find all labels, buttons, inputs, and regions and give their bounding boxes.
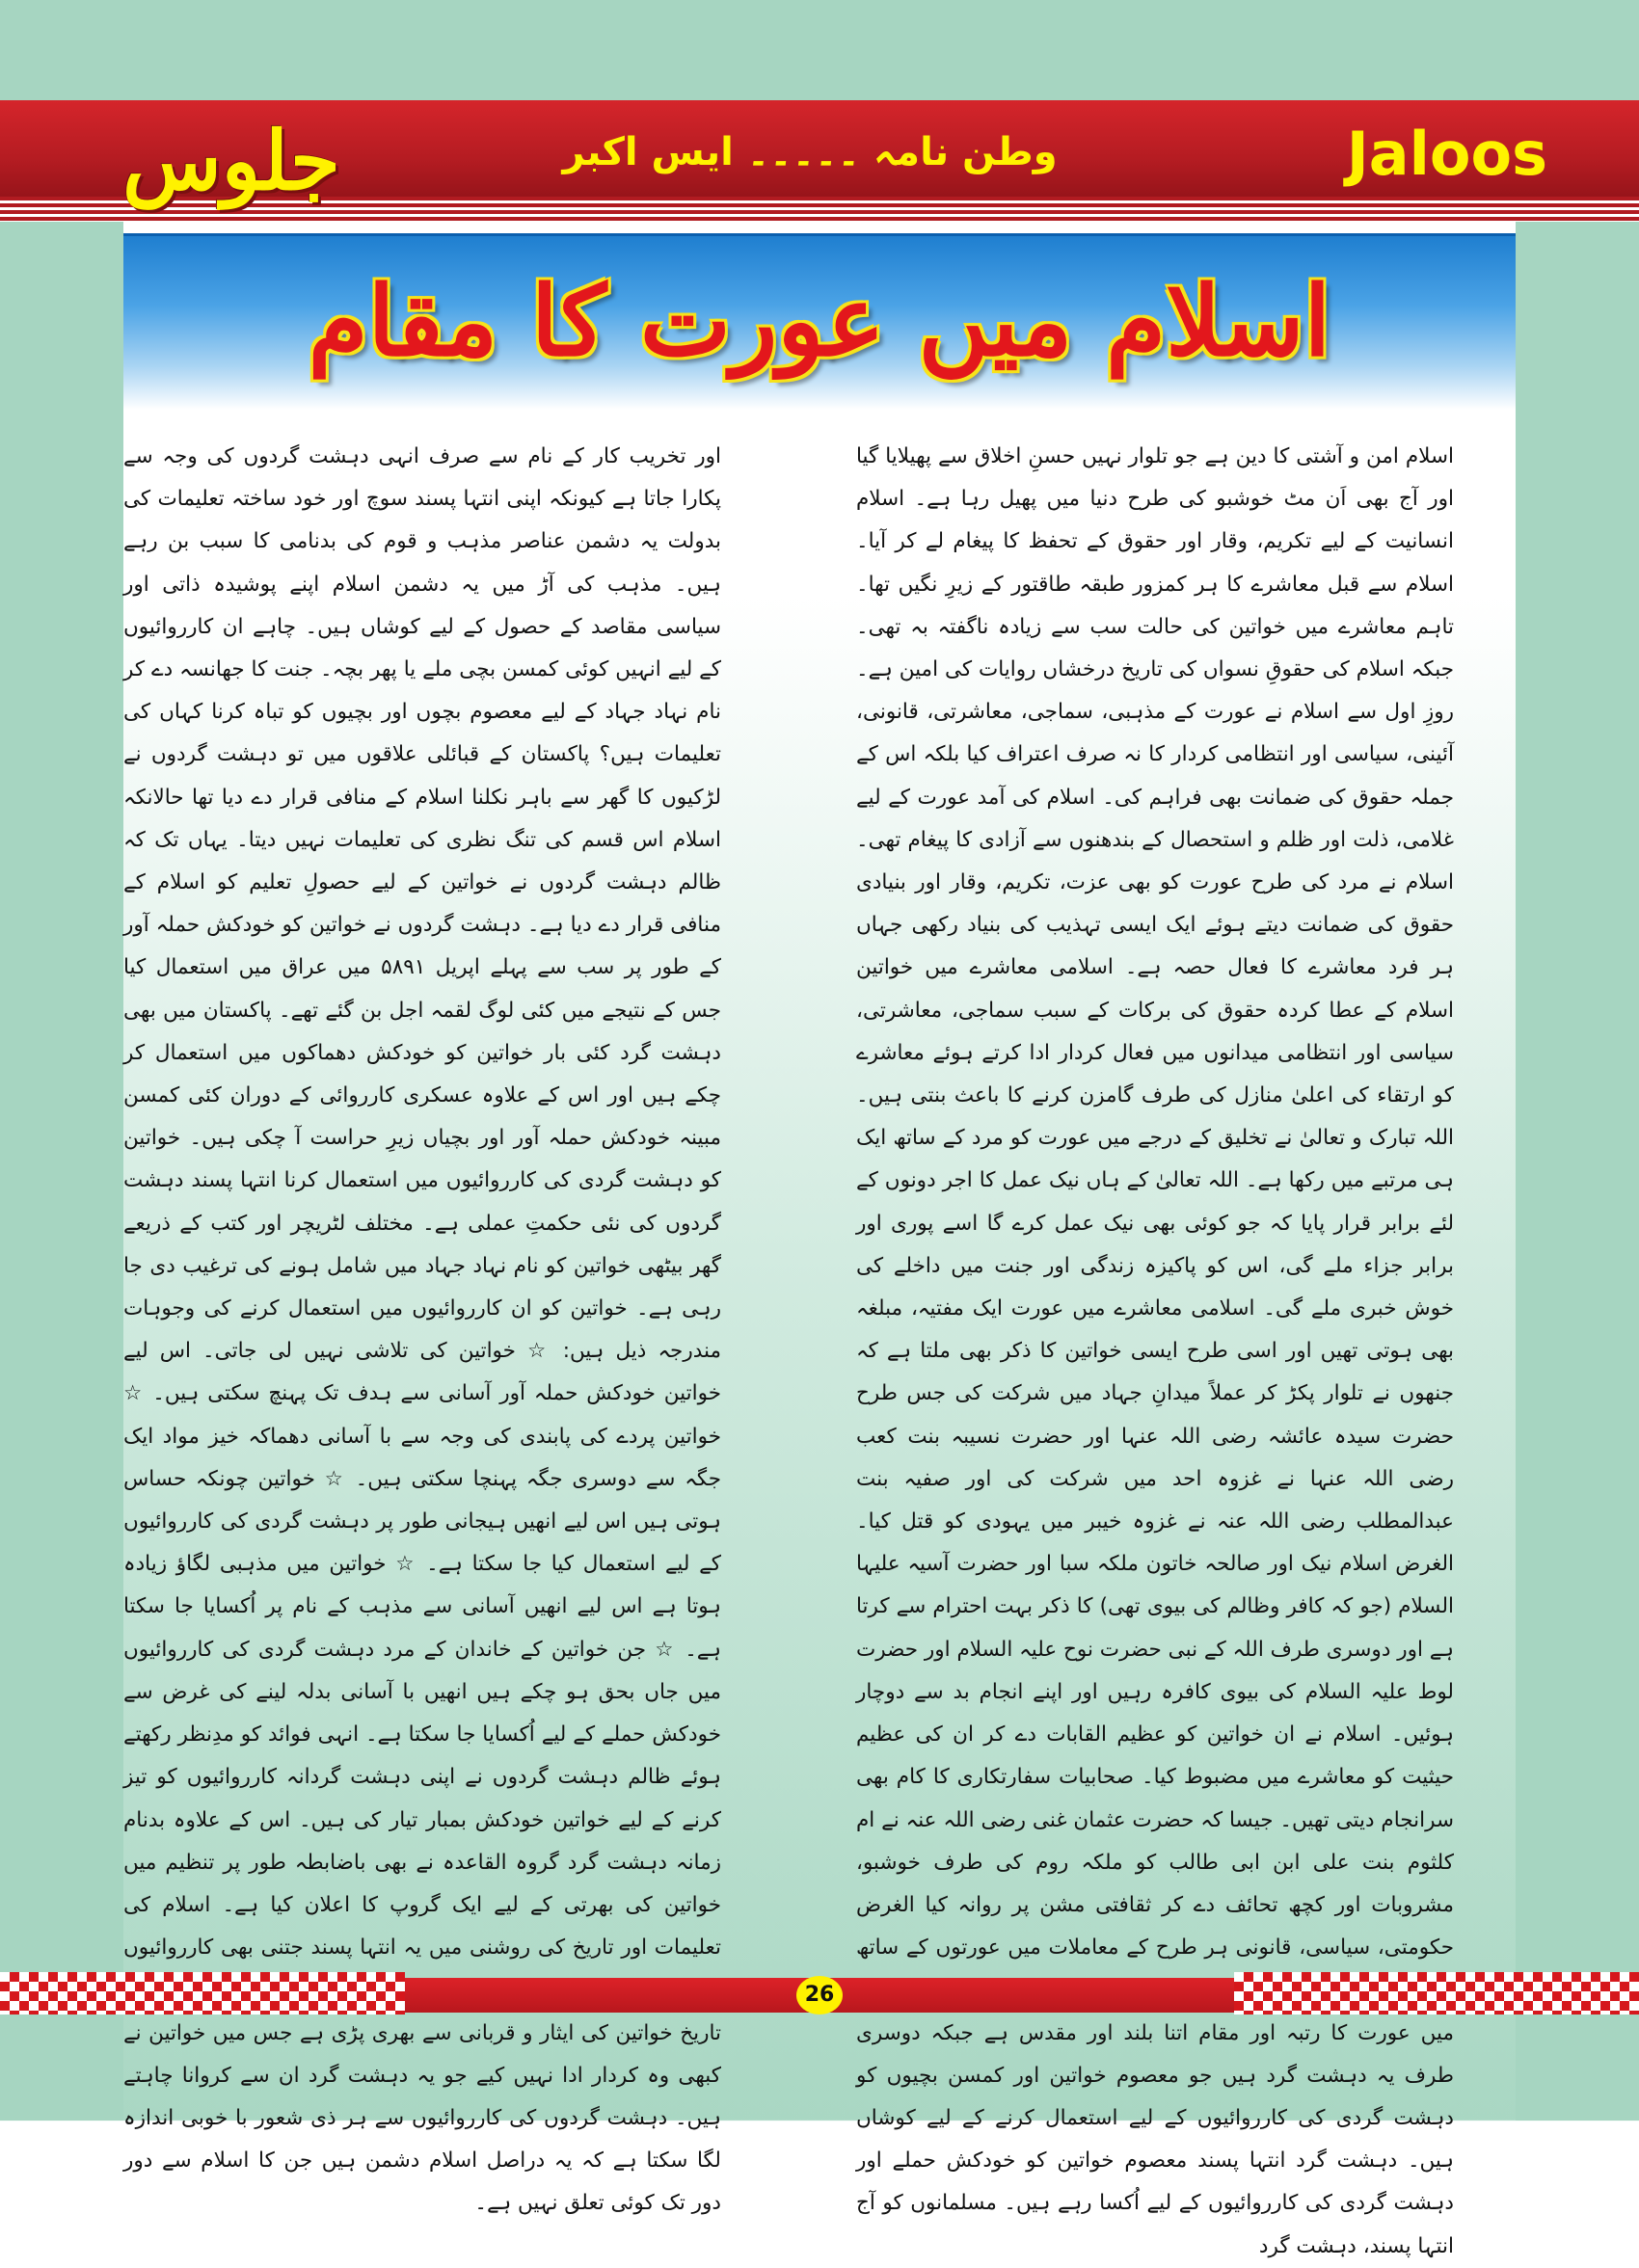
- left-margin: [0, 0, 123, 2121]
- article-paragraph-right: اسلام امن و آشتی کا دین ہے جو تلوار نہیں حسنِ اخلاق سے پھیلایا گیا اور آج بھی اَن مٹ خوشبو کی طرح دنیا میں پھیل رہا ہے۔ اسلام انسانیت کے لیے تکریم، وقار اور حقوق کے تحفظ کا پیغام لے کر آیا۔ اسلام سے قبل معاشرے کا ہر کمزور طبقہ طاقتور کے زیرِ نگیں تھا۔ تاہم معاشرے میں خواتین کی حالت سب سے زیادہ ناگفتہ بہ تھی۔ جبکہ اسلام کی حقوقِ نسواں کی تاریخ درخشاں روایات کی امین ہے۔ روزِ اول سے اسلام نے عورت کے مذہبی، سماجی، معاشرتی، قانونی، آئینی، سیاسی اور انتظامی کردار کا نہ صرف اعتراف کیا بلکہ اس کے جملہ حقوق کی ضمانت بھی فراہم کی۔ اسلام کی آمد عورت کے لیے غلامی، ذلت اور ظلم و استحصال کے بندھنوں سے آزادی کا پیغام تھی۔ اسلام نے مرد کی طرح عورت کو بھی عزت، تکریم، وقار اور بنیادی حقوق کی ضمانت دیتے ہوئے ایک ایسی تہذیب کی بنیاد رکھی جہاں ہر فرد معاشرے کا فعال حصہ ہے۔ اسلامی معاشرے میں خواتین اسلام کے عطا کردہ حقوق کی برکات کے سبب سماجی، معاشرتی، سیاسی اور انتظامی میدانوں میں فعال کردار ادا کرتے ہوئے معاشرے کو ارتقاء کی اعلیٰ منازل کی طرف گامزن کرنے کا باعث بنتی ہیں۔ اللہ تبارک و تعالیٰ نے تخلیق کے درجے میں عورت کو مرد کے ساتھ ایک ہی مرتبے میں رکھا ہے۔ اللہ تعالیٰ کے ہاں نیک عمل کا اجر دونوں کے لئے برابر قرار پایا کہ جو کوئی بھی نیک عمل کرے گا اسے پوری اور برابر جزاء ملے گی، اس کو پاکیزہ زندگی اور جنت میں داخلے کی خوش خبری ملے گی۔ اسلامی معاشرے میں عورت ایک مفتیہ، مبلغہ بھی ہوتی تھیں اور اسی طرح ایسی خواتین کا ذکر بھی ملتا ہے کہ جنھوں نے تلوار پکڑ کر عملاً میدانِ جہاد میں شرکت کی جس طرح حضرت سیدہ عائشہ رضی اللہ عنہا اور حضرت نسیبہ بنت کعب رضی اللہ عنہا نے غزوہ احد میں شرکت کی اور صفیہ بنت عبدالمطلب رضی اللہ عنہ نے غزوہ خیبر میں یہودی کو قتل کیا۔ الغرض اسلام نیک اور صالحہ خاتون ملکہ سبا اور حضرت آسیہ علیہا السلام (جو کہ کافر وظالم کی بیوی تھی) کا ذکر بہت احترام سے کرتا ہے اور دوسری طرف اللہ کے نبی حضرت نوح علیہ السلام اور حضرت لوط علیہ السلام کی بیوی کافرہ رہیں اور اپنے انجام بد سے دوچار ہوئیں۔ اسلام نے ان خواتین کو عظیم القابات دے کر ان کی عظیم حیثیت کو معاشرے میں مضبوط کیا۔ صحابیات سفارتکاری کا کام بھی سرانجام دیتی تھیں۔ جیسا کہ حضرت عثمان غنی رضی اللہ عنہ نے ام کلثوم بنت علی ابن ابی طالب کو ملکہ روم کی طرف خوشبو، مشروبات اور کچھ تحائف دے کر ثقافتی مشن پر روانہ کیا الغرض حکومتی، سیاسی، قانونی ہر طرح کے معاملات میں عورتوں کے ساتھ میں عورت کا رتبہ اور مقام اتنا بلند اور مقدس ہے جبکہ دوسری طرف یہ دہشت گرد ہیں جو معصوم خواتین اور کمسن بچیوں کو دہشت گردی کی کارروائیوں کے لیے استعمال کرنے کے لیے کوشاں ہیں۔ دہشت گرد انتہا پسند معصوم خواتین کو خودکش حملے اور دہشت گردی کی کارروائیوں کے لیے اُکسا رہے ہیں۔ مسلمانوں کو آج انتہا پسند، دہشت گرد: [856, 444, 1454, 2258]
- right-margin: [1516, 0, 1639, 2121]
- article-paragraph-left: اور تخریب کار کے نام سے صرف انہی دہشت گردوں کی وجہ سے پکارا جاتا ہے کیونکہ اپنی انتہا پسند سوچ اور خود ساختہ تعلیمات کی بدولت یہ دشمن عناصر مذہب و قوم کی بدنامی کا سبب بن رہے ہیں۔ مذہب کی آڑ میں یہ دشمن اسلام اپنے پوشیدہ ذاتی اور سیاسی مقاصد کے حصول کے لیے کوشاں ہیں۔ چاہے ان کارروائیوں کے لیے انہیں کوئی کمسن بچی ملے یا پھر بچہ۔ جنت کا جھانسہ دے کر نام نہاد جہاد کے لیے معصوم بچوں اور بچیوں کو تباہ کرنا کہاں کی تعلیمات ہیں؟ پاکستان کے قبائلی علاقوں میں تو دہشت گردوں نے لڑکیوں کا گھر سے باہر نکلنا اسلام کے منافی قرار دے دیا تھا حالانکہ اسلام اس قسم کی تنگ نظری کی تعلیمات نہیں دیتا۔ یہاں تک کہ ظالم دہشت گردوں نے خواتین کے لیے حصولِ تعلیم کو اسلام کے منافی قرار دے دیا ہے۔ دہشت گردوں نے خواتین کو خودکش حملہ آور کے طور پر سب سے پہلے اپریل ۵۸۹۱ میں عراق میں استعمال کیا جس کے نتیجے میں کئی لوگ لقمہ اجل بن گئے تھے۔ پاکستان میں بھی دہشت گرد کئی بار خواتین کو خودکش دھماکوں میں استعمال کر چکے ہیں اور اس کے علاوہ عسکری کارروائی کے دوران کئی کمسن مبینہ خودکش حملہ آور اور بچیاں زیرِ حراست آ چکی ہیں۔ خواتین کو دہشت گردی کی کارروائیوں میں استعمال کرنا انتہا پسند دہشت گردوں کی نئی حکمتِ عملی ہے۔ مختلف لٹریچر اور کتب کے ذریعے گھر بیٹھی خواتین کو نام نہاد جہاد میں شامل ہونے کی ترغیب دی جا رہی ہے۔ خواتین کو ان کارروائیوں میں استعمال کرنے کی وجوہات مندرجہ ذیل ہیں: ☆ خواتین کی تلاشی نہیں لی جاتی۔ اس لیے خواتین خودکش حملہ آور آسانی سے ہدف تک پہنچ سکتی ہیں۔ ☆ خواتین پردے کی پابندی کی وجہ سے با آسانی دھماکہ خیز مواد ایک جگہ سے دوسری جگہ پہنچا سکتی ہیں۔ ☆ خواتین چونکہ حساس ہوتی ہیں اس لیے انھیں ہیجانی طور پر دہشت گردی کی کارروائیوں کے لیے استعمال کیا جا سکتا ہے۔ ☆ خواتین میں مذہبی لگاؤ زیادہ ہوتا ہے اس لیے انھیں آسانی سے مذہب کے نام پر اُکسایا جا سکتا ہے۔ ☆ جن خواتین کے خاندان کے مرد دہشت گردی کی کارروائیوں میں جاں بحق ہو چکے ہیں انھیں با آسانی بدلہ لینے کی غرض سے خودکش حملے کے لیے اُکسایا جا سکتا ہے۔ انہی فوائد کو مدِنظر رکھتے ہوئے ظالم دہشت گردوں نے اپنی دہشت گردانہ کارروائیوں کو تیز کرنے کے لیے خواتین خودکش بمبار تیار کی ہیں۔ اس کے علاوہ بدنام زمانہ دہشت گرد گروہ القاعدہ نے بھی باضابطہ طور پر تنظیم میں خواتین کی بھرتی کے لیے ایک گروپ کا اعلان کیا ہے۔ اسلام کی تعلیمات اور تاریخ کی روشنی میں یہ انتہا پسند جتنی بھی کارروائیوں تاریخ خواتین کی ایثار و قربانی سے بھری پڑی ہے جس میں خواتین نے کبھی وہ کردار ادا نہیں کیے جو یہ دہشت گرد ان سے کروانا چاہتے ہیں۔ دہشت گردوں کی کارروائیوں سے ہر ذی شعور با خوبی اندازہ لگا سکتا ہے کہ یہ دراصل اسلام دشمن ہیں جن کا اسلام سے دور دور تک کوئی تعلق نہیں ہے۔: [123, 444, 721, 2216]
- article-column-left: [123, 436, 721, 2216]
- page-number: 26: [796, 1976, 843, 2015]
- article-column-right: [856, 436, 1454, 2258]
- footer-checker-left: [0, 1972, 405, 2015]
- column-byline: وطن نامہ ۔۔۔۔۔ ایس اکبر: [562, 130, 1058, 174]
- masthead-urdu-logo: جلوس: [122, 113, 340, 208]
- footer-checker-right: [1234, 1972, 1639, 2015]
- top-margin: [0, 0, 1639, 100]
- masthead-latin-logo: Jaloos: [1346, 119, 1547, 189]
- article-title: اسلام میں عورت کا مقام: [308, 264, 1331, 378]
